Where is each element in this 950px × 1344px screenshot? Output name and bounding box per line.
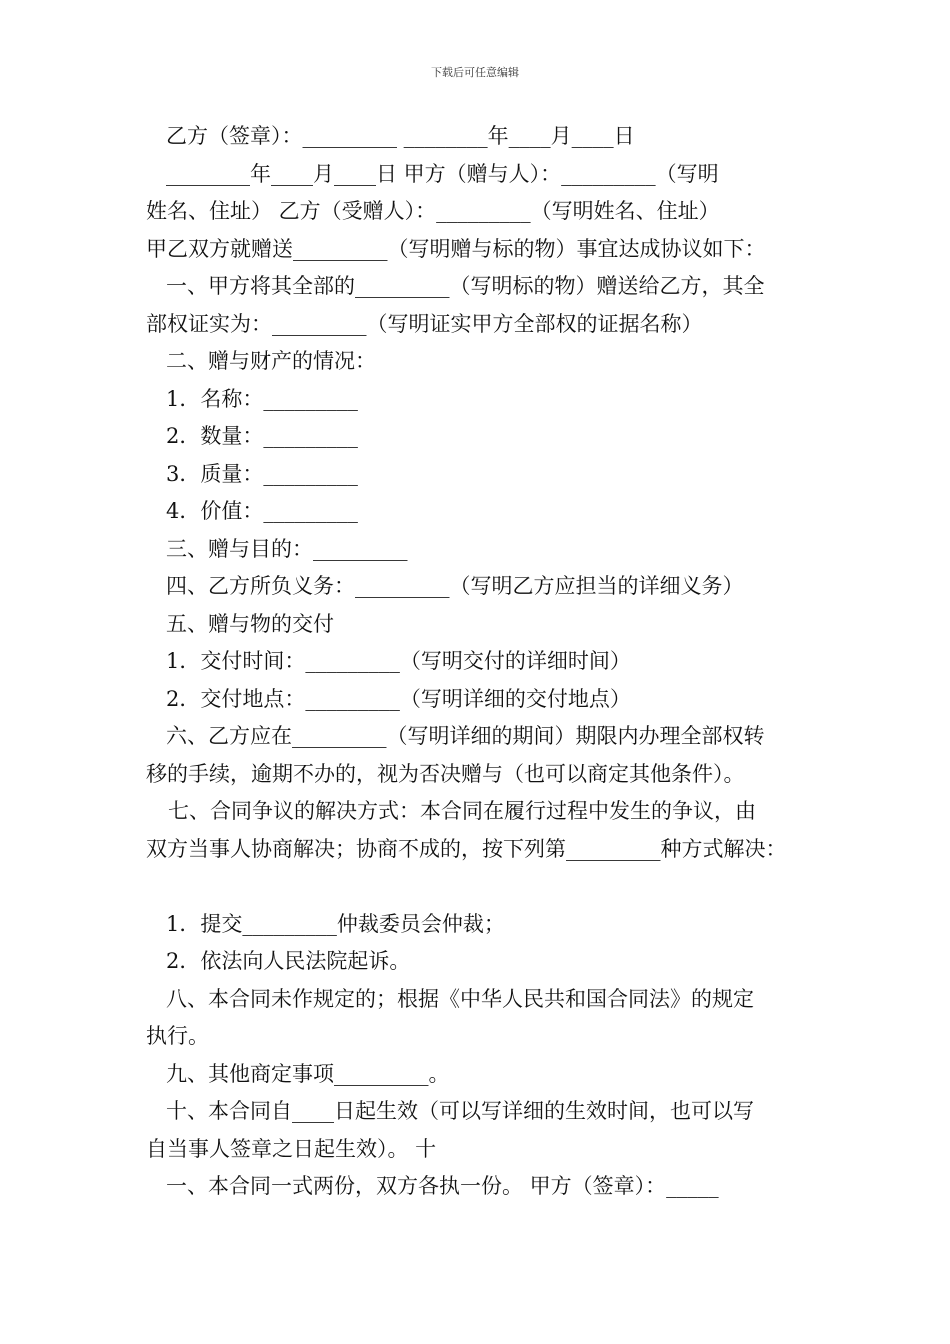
- section-heading: 二、赠与财产的情况：: [166, 349, 376, 373]
- paragraph-line: 六、乙方应在_________（写明详细的期间）期限内办理全部权转: [166, 724, 765, 748]
- paragraph-line: 十、本合同自____日起生效（可以写详细的生效时间，也可以写: [166, 1099, 754, 1123]
- section-heading: 四、乙方所负义务：_________（写明乙方应担当的详细义务）: [166, 574, 744, 598]
- blank-line: [146, 868, 826, 906]
- list-item: 2．交付地点：_________（写明详细的交付地点）: [166, 686, 631, 711]
- paragraph-line: 移的手续，逾期不办的，视为否决赠与（也可以商定其他条件）。: [146, 761, 745, 786]
- paragraph-line: ________年____月____日 甲方（赠与人）：_________（写明: [166, 161, 719, 186]
- paragraph-line: 一、本合同一式两份，双方各执一份。 甲方（签章）：_____: [166, 1174, 719, 1198]
- paragraph-line: 九、其他商定事项_________。: [166, 1061, 450, 1086]
- list-item: 3．质量：_________: [166, 461, 358, 486]
- list-item: 1．名称：_________: [166, 386, 358, 411]
- paragraph-line: 七、合同争议的解决方式：本合同在履行过程中发生的争议，由: [168, 799, 756, 823]
- paragraph-line: 一、甲方将其全部的_________（写明标的物）赠送给乙方，其全: [166, 274, 765, 298]
- list-item: 4．价值：_________: [166, 499, 358, 523]
- page-header-note: 下载后可任意编辑: [431, 66, 519, 79]
- paragraph-line: 八、本合同未作规定的；根据《中华人民共和国合同法》的规定: [166, 986, 754, 1011]
- paragraph-line: 执行。: [146, 1024, 209, 1048]
- paragraph-line: 乙方（签章）：_________ ________年____月____日: [166, 124, 635, 148]
- list-item: 1．交付时间：_________（写明交付的详细时间）: [166, 649, 631, 673]
- paragraph-line: 甲乙双方就赠送_________（写明赠与标的物）事宜达成协议如下：: [146, 236, 766, 261]
- paragraph-line: 姓名、住址） 乙方（受赠人）：_________（写明姓名、住址）: [146, 199, 720, 223]
- section-heading: 五、赠与物的交付: [166, 611, 334, 636]
- list-item: 2．数量：_________: [166, 424, 358, 448]
- paragraph-line: 自当事人签章之日起生效）。 十: [146, 1136, 437, 1161]
- list-item: 1．提交_________仲裁委员会仲裁；: [166, 911, 505, 936]
- contract-body: [146, 118, 826, 1206]
- paragraph-line: 部权证实为：_________（写明证实甲方全部权的证据名称）: [146, 311, 703, 336]
- list-item: 2．依法向人民法院起诉。: [166, 949, 411, 973]
- section-heading: 三、赠与目的：_________: [166, 536, 408, 561]
- paragraph-line: 双方当事人协商解决；协商不成的，按下列第_________种方式解决：: [146, 836, 787, 861]
